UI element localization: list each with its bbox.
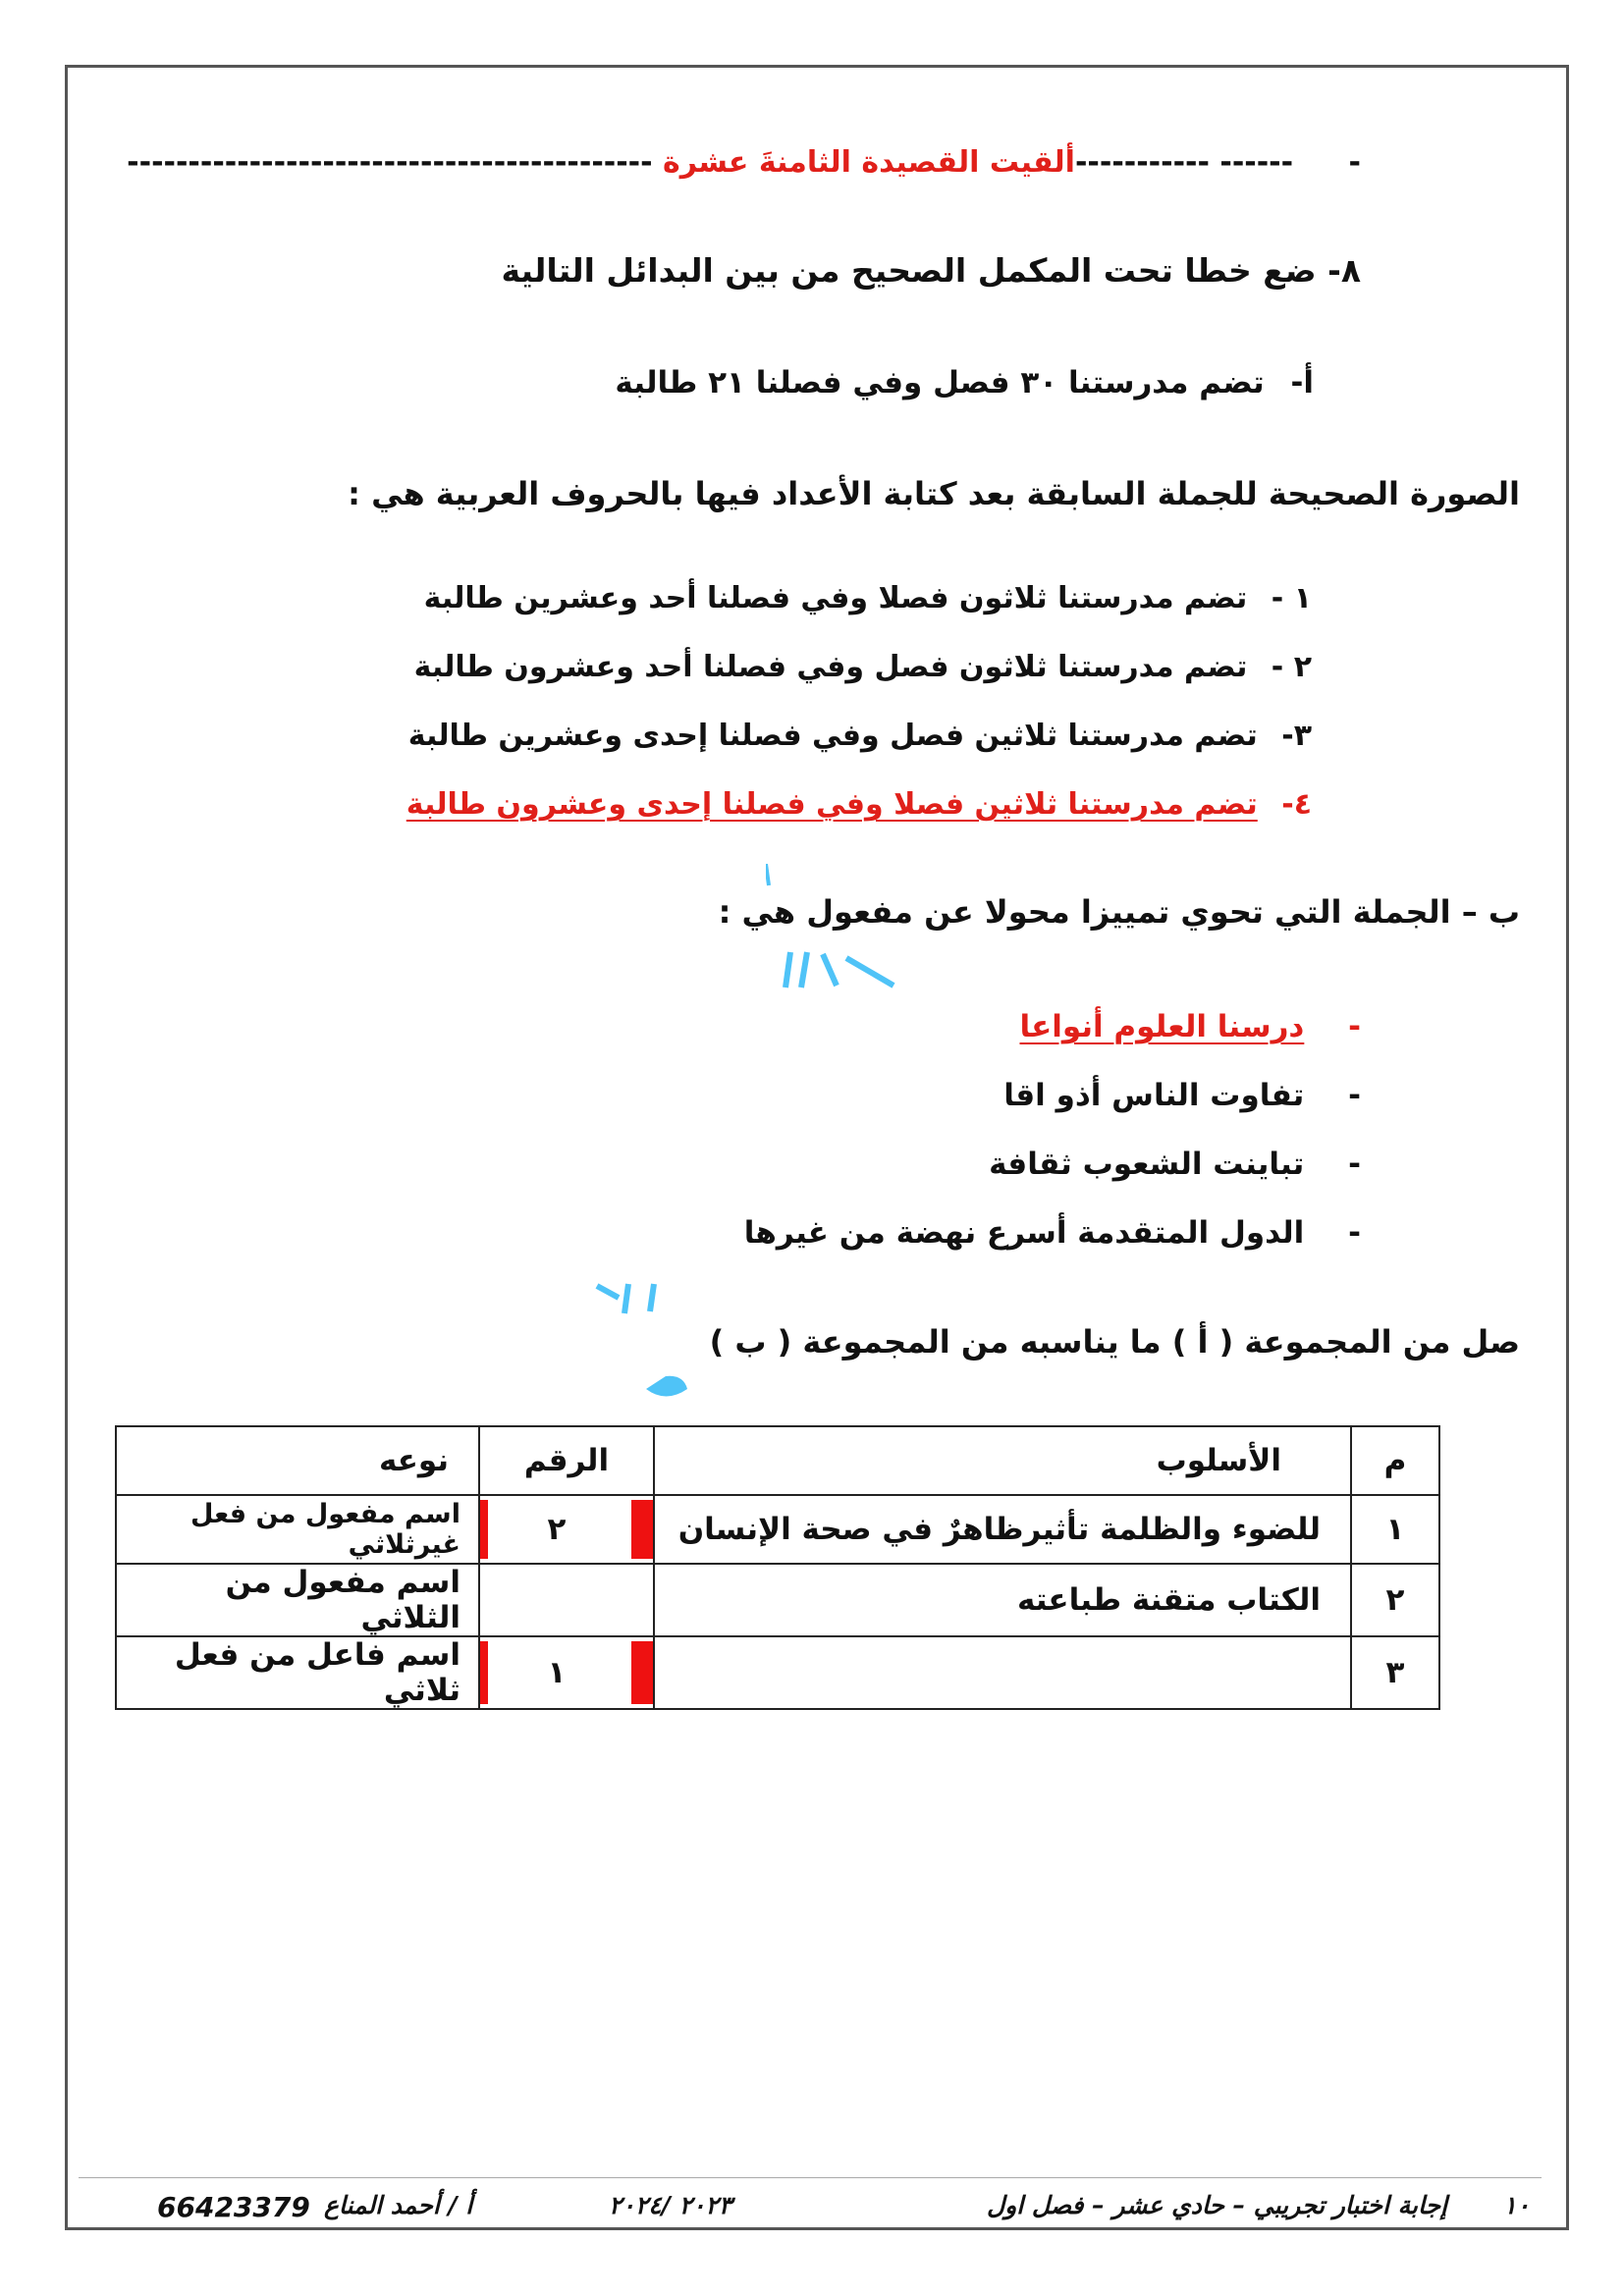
- cell-number-value: ٢: [547, 1512, 567, 1547]
- cell-number[interactable]: [479, 1636, 654, 1709]
- cell-type: اسم مفعول من فعل غيرثلاثي: [116, 1495, 479, 1564]
- b-option-bullet: -: [1348, 1147, 1361, 1182]
- b-option-text: تفاوت الناس أذو اقا: [1003, 1078, 1305, 1113]
- option-4-correct: [406, 787, 1312, 822]
- part-a-sentence: [615, 365, 1314, 400]
- stroke-mark: [766, 864, 769, 885]
- option-number: ٤-: [1281, 787, 1312, 822]
- part-a-sentence-text: تضم مدرستنا ٣٠ فصل وفي فصلنا ٢١ طالبة: [615, 365, 1265, 400]
- q8-instruction-text: ضع خطا تحت المكمل الصحيح من بين البدائل التالية: [501, 251, 1317, 290]
- cell-style: [654, 1636, 1351, 1709]
- footer-teacher: أ / أحمد المناع: [324, 2191, 473, 2219]
- footer-year: ٢٠٢٣ /٢٠٢٤: [609, 2191, 732, 2219]
- stroke-mark: [823, 954, 837, 986]
- part-a-label: أ-: [1290, 365, 1314, 400]
- option-2: [414, 650, 1312, 684]
- b-option-text: تباينت الشعوب ثقافة: [989, 1147, 1305, 1182]
- matching-instruction: [710, 1323, 1520, 1361]
- answer-mark: [480, 1500, 488, 1559]
- cell-m: ١: [1351, 1495, 1439, 1564]
- option-text: تضم مدرستنا ثلاثين فصلا وفي فصلنا إحدى وعشرون طالبة: [406, 787, 1258, 822]
- header-m: م: [1351, 1426, 1439, 1495]
- b-option-3: [989, 1147, 1361, 1182]
- stroke-mark: [597, 1286, 619, 1298]
- cell-number[interactable]: [479, 1564, 654, 1636]
- answer-mark: [480, 1641, 488, 1704]
- footer-rule: [79, 2177, 1542, 2178]
- b-option-4: [744, 1215, 1361, 1251]
- header-style: الأسلوب: [654, 1426, 1351, 1495]
- answer-mark: [631, 1500, 653, 1559]
- matching-instruction-text: صل من المجموعة ( أ ) ما يناسبه من المجموعة ( ب ): [709, 1323, 1520, 1361]
- intro-line: [127, 145, 1361, 180]
- option-1: [424, 581, 1312, 615]
- cell-m: ٢: [1351, 1564, 1439, 1636]
- decorative-strokes-bottom: [589, 1266, 697, 1423]
- option-number: ٢ -: [1271, 650, 1312, 684]
- b-option-text: درسنا العلوم أنواعا: [1019, 1009, 1305, 1044]
- footer-page-number: ١٠: [1503, 2191, 1530, 2219]
- table-header-row: [116, 1426, 1439, 1495]
- stroke-mark: [624, 1284, 628, 1313]
- part-a-question-text: الصورة الصحيحة للجملة السابقة بعد كتابة الأعداد فيها بالحروف العربية هي :: [348, 475, 1520, 512]
- option-text: تضم مدرستنا ثلاثون فصل وفي فصلنا أحد وعشرون طالبة: [413, 650, 1248, 684]
- part-b-question-text: ب – الجملة التي تحوي تمييزا محولا عن مفعول هي :: [718, 893, 1520, 931]
- cell-m: ٣: [1351, 1636, 1439, 1709]
- option-text: تضم مدرستنا ثلاثون فصلا وفي فصلنا أحد وعشرين طالبة: [423, 581, 1248, 615]
- intro-dash: -: [1348, 145, 1361, 180]
- stroke-mark: [846, 958, 893, 986]
- stroke-mark: [785, 952, 790, 988]
- b-option-bullet: -: [1348, 1215, 1361, 1251]
- cell-number-value: ١: [547, 1655, 567, 1690]
- option-text: تضم مدرستنا ثلاثين فصل وفي فصلنا إحدى وعشرين طالبة: [407, 719, 1258, 753]
- matching-table: [115, 1425, 1440, 1710]
- option-number: ٣-: [1281, 719, 1312, 753]
- b-option-bullet: -: [1348, 1078, 1361, 1113]
- cell-number[interactable]: [479, 1495, 654, 1564]
- footer-phone: 66423379: [157, 2191, 310, 2223]
- footer-title: إجابة اختبار تجريبي – حادي عشر – فصل اول: [987, 2191, 1447, 2219]
- cell-style: للضوء والظلمة تأثيرظاهرٌ في صحة الإنسان: [654, 1495, 1351, 1564]
- intro-suffix: -------------------------------------------: [127, 145, 653, 180]
- q8-number: ٨-: [1327, 251, 1361, 290]
- header-type: نوعه: [116, 1426, 479, 1495]
- intro-answer: ألقيت القصيدة الثامنةَ عشرة: [663, 145, 1075, 180]
- stroke-mark: [646, 1376, 687, 1397]
- cell-type: اسم مفعول من الثلاثي: [116, 1564, 479, 1636]
- option-number: ١ -: [1271, 581, 1312, 615]
- cell-style: الكتاب متقنة طباعته: [654, 1564, 1351, 1636]
- option-3: [408, 719, 1312, 753]
- part-b-question: [719, 893, 1520, 931]
- b-option-text: الدول المتقدمة أسرع نهضة من غيرها: [743, 1215, 1305, 1251]
- header-number: الرقم: [479, 1426, 654, 1495]
- stroke-mark: [801, 952, 807, 988]
- table-row: [116, 1564, 1439, 1636]
- table-row: [116, 1495, 1439, 1564]
- b-option-bullet: -: [1348, 1009, 1361, 1044]
- answer-mark: [631, 1641, 653, 1704]
- intro-prefix: ------ -----------: [1074, 145, 1294, 180]
- table-row: [116, 1636, 1439, 1709]
- stroke-mark: [650, 1284, 654, 1311]
- b-option-1-correct: [1019, 1009, 1361, 1044]
- part-a-question: [348, 475, 1520, 512]
- b-option-2: [1003, 1078, 1361, 1113]
- q8-instruction: [502, 251, 1362, 290]
- cell-type: اسم فاعل من فعل ثلاثي: [116, 1636, 479, 1709]
